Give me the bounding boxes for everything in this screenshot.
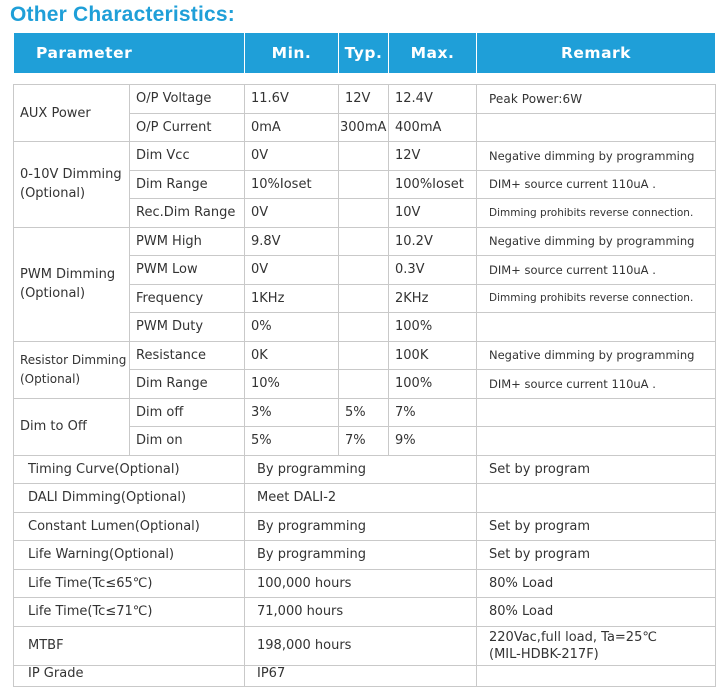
max-cell: 12.4V	[389, 85, 477, 114]
remark-cell	[477, 398, 716, 427]
typ-cell	[339, 170, 389, 199]
characteristics-table	[13, 32, 716, 687]
mtbf-value-cell: 198,000 hours	[245, 626, 477, 665]
param-cell: Dim Range	[130, 170, 245, 199]
feature-param-cell: Life Time(Tc≤71℃)	[14, 598, 245, 627]
max-cell: 9%	[389, 427, 477, 456]
header-min: Min.	[245, 33, 339, 74]
min-cell: 11.6V	[245, 85, 339, 114]
remark-cell	[477, 313, 716, 342]
header-parameter: Parameter	[14, 33, 245, 74]
max-cell: 100K	[389, 341, 477, 370]
min-cell: 0V	[245, 142, 339, 171]
param-cell: Rec.Dim Range	[130, 199, 245, 228]
group-label-line1: Resistor Dimming	[20, 352, 127, 367]
section-title: Other Characteristics:	[10, 3, 235, 26]
group-label-line2: (Optional)	[20, 371, 81, 386]
table-row	[14, 598, 716, 627]
min-cell: 5%	[245, 427, 339, 456]
table-row	[14, 398, 716, 427]
feature-param-cell: Life Time(Tc≤65℃)	[14, 569, 245, 598]
remark-cell: Set by program	[477, 455, 716, 484]
group-dim-to-off: Dim to Off	[14, 398, 130, 455]
remark-cell	[477, 427, 716, 456]
max-cell: 10.2V	[389, 227, 477, 256]
mtbf-param-cell: MTBF	[14, 626, 245, 665]
remark-cell: Peak Power:6W	[477, 85, 716, 114]
remark-cell: Set by program	[477, 512, 716, 541]
table-row	[14, 541, 716, 570]
remark-cell: Negative dimming by programming	[477, 341, 716, 370]
ip-value-cell: IP67	[245, 665, 477, 686]
min-cell: 0V	[245, 199, 339, 228]
group-label-line2: (Optional)	[20, 286, 86, 301]
param-cell: Dim on	[130, 427, 245, 456]
table-row	[14, 512, 716, 541]
feature-value-cell: Meet DALI-2	[245, 484, 477, 513]
typ-cell	[339, 313, 389, 342]
table-row	[14, 665, 716, 686]
param-cell: PWM Low	[130, 256, 245, 285]
remark-cell: Dimming prohibits reverse connection.	[477, 199, 716, 228]
typ-cell	[339, 256, 389, 285]
max-cell: 100%Ioset	[389, 170, 477, 199]
min-cell: 1KHz	[245, 284, 339, 313]
typ-cell: 5%	[339, 398, 389, 427]
remark-cell: 80% Load	[477, 598, 716, 627]
table-row	[14, 626, 716, 665]
remark-cell: Set by program	[477, 541, 716, 570]
feature-value-cell: By programming	[245, 455, 477, 484]
typ-cell	[339, 284, 389, 313]
feature-param-cell: Timing Curve(Optional)	[14, 455, 245, 484]
min-cell: 10%Ioset	[245, 170, 339, 199]
table-row	[14, 227, 716, 256]
typ-cell	[339, 370, 389, 399]
group-label-line1: 0-10V Dimming	[20, 167, 122, 183]
feature-value-cell: 71,000 hours	[245, 598, 477, 627]
min-cell: 9.8V	[245, 227, 339, 256]
feature-value-cell: By programming	[245, 512, 477, 541]
min-cell: 0%	[245, 313, 339, 342]
param-cell: Dim Range	[130, 370, 245, 399]
header-typ: Typ.	[339, 33, 389, 74]
header-remark: Remark	[477, 33, 716, 74]
group-label-line1: PWM Dimming	[20, 267, 116, 282]
group-pwm-dimming	[14, 227, 130, 341]
remark-cell: DIM+ source current 110uA .	[477, 170, 716, 199]
param-cell: O/P Voltage	[130, 85, 245, 114]
table-row	[14, 484, 716, 513]
remark-line2: (MIL-HDBK-217F)	[489, 646, 599, 662]
feature-value-cell: 100,000 hours	[245, 569, 477, 598]
typ-cell: 7%	[339, 427, 389, 456]
typ-cell	[339, 341, 389, 370]
remark-cell	[477, 113, 716, 142]
typ-cell	[339, 142, 389, 171]
param-cell: Frequency	[130, 284, 245, 313]
min-cell: 0V	[245, 256, 339, 285]
remark-cell: Dimming prohibits reverse connection.	[477, 284, 716, 313]
group-aux-power: AUX Power	[14, 85, 130, 142]
remark-cell: Negative dimming by programming	[477, 142, 716, 171]
typ-cell: 300mA	[339, 113, 389, 142]
table-row	[14, 455, 716, 484]
typ-cell	[339, 227, 389, 256]
param-cell: PWM Duty	[130, 313, 245, 342]
table-header-row	[14, 33, 716, 74]
mtbf-remark-cell	[477, 626, 716, 665]
feature-param-cell: Life Warning(Optional)	[14, 541, 245, 570]
min-cell: 3%	[245, 398, 339, 427]
remark-cell: 80% Load	[477, 569, 716, 598]
max-cell: 100%	[389, 370, 477, 399]
typ-cell: 12V	[339, 85, 389, 114]
typ-cell	[339, 199, 389, 228]
group-0-10v-dimming	[14, 142, 130, 228]
remark-cell: DIM+ source current 110uA .	[477, 370, 716, 399]
table-row	[14, 569, 716, 598]
table-row	[14, 142, 716, 171]
feature-param-cell: DALI Dimming(Optional)	[14, 484, 245, 513]
param-cell: O/P Current	[130, 113, 245, 142]
max-cell: 0.3V	[389, 256, 477, 285]
max-cell: 400mA	[389, 113, 477, 142]
max-cell: 10V	[389, 199, 477, 228]
param-cell: Dim Vcc	[130, 142, 245, 171]
remark-line1: 220Vac,full load, Ta=25℃	[489, 629, 657, 645]
param-cell: PWM High	[130, 227, 245, 256]
ip-param-cell: IP Grade	[14, 665, 245, 686]
header-max: Max.	[389, 33, 477, 74]
min-cell: 0mA	[245, 113, 339, 142]
param-cell: Resistance	[130, 341, 245, 370]
remark-cell	[477, 665, 716, 686]
remark-cell: Negative dimming by programming	[477, 227, 716, 256]
max-cell: 7%	[389, 398, 477, 427]
group-label-line2: (Optional)	[20, 186, 86, 202]
max-cell: 12V	[389, 142, 477, 171]
feature-value-cell: By programming	[245, 541, 477, 570]
min-cell: 0K	[245, 341, 339, 370]
max-cell: 2KHz	[389, 284, 477, 313]
group-resistor-dimming	[14, 341, 130, 398]
remark-cell	[477, 484, 716, 513]
table-row	[14, 85, 716, 114]
param-cell: Dim off	[130, 398, 245, 427]
min-cell: 10%	[245, 370, 339, 399]
max-cell: 100%	[389, 313, 477, 342]
remark-cell: DIM+ source current 110uA .	[477, 256, 716, 285]
feature-param-cell: Constant Lumen(Optional)	[14, 512, 245, 541]
table-row	[14, 341, 716, 370]
spacer-row	[14, 74, 716, 85]
